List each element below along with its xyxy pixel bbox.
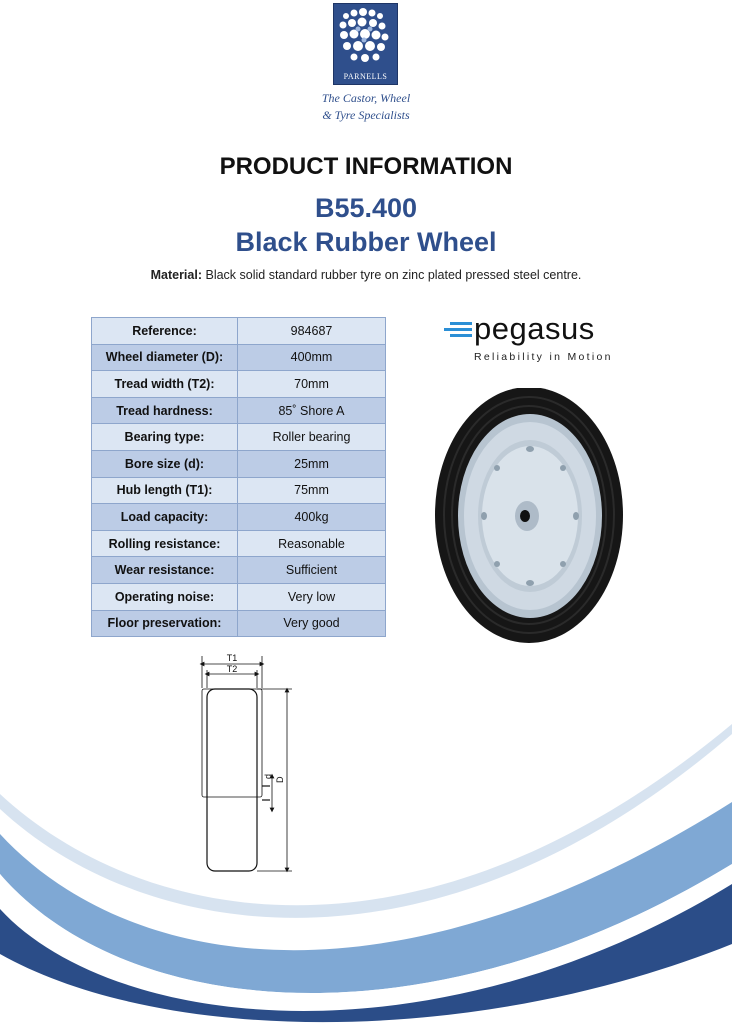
wheel-photo [433, 388, 625, 646]
logo-brand-text: PARNELLS [343, 72, 388, 81]
spec-value: Roller bearing [238, 424, 386, 451]
spec-label: Hub length (T1): [92, 477, 238, 504]
diameter-d-label: D [275, 776, 285, 783]
spec-label: Wheel diameter (D): [92, 344, 238, 371]
spec-row [92, 610, 386, 637]
spec-value: Sufficient [238, 557, 386, 584]
spec-row [92, 318, 386, 345]
spec-label: Floor preservation: [92, 610, 238, 637]
tagline-line1: The Castor, Wheel [321, 91, 411, 105]
product-code: B55.400 [314, 193, 418, 223]
t1-label: T1 [226, 653, 238, 663]
spec-row [92, 504, 386, 531]
spec-row [92, 371, 386, 398]
spec-row [92, 477, 386, 504]
spec-row [92, 424, 386, 451]
t2-label: T2 [226, 664, 238, 674]
spec-label: Bore size (d): [92, 450, 238, 477]
spec-label: Bearing type: [92, 424, 238, 451]
spec-row [92, 557, 386, 584]
spec-label: Reference: [92, 318, 238, 345]
spec-value: Very good [238, 610, 386, 637]
material-text: Black solid standard rubber tyre on zinc plated pressed steel centre. [205, 268, 582, 282]
spec-value: 25mm [238, 450, 386, 477]
spec-value: Very low [238, 583, 386, 610]
spec-label: Operating noise: [92, 583, 238, 610]
bottom-wave-decoration [0, 724, 732, 1024]
product-name: Black Rubber Wheel [235, 227, 497, 257]
page-title: PRODUCT INFORMATION [219, 153, 513, 180]
spec-value: 400mm [238, 344, 386, 371]
parnells-emblem-icon [334, 4, 397, 69]
pegasus-wordmark: pegasus [474, 311, 595, 346]
spec-value: Reasonable [238, 530, 386, 557]
material-label: Material: [150, 268, 202, 282]
spec-row [92, 583, 386, 610]
spec-row [92, 397, 386, 424]
parnells-logo [333, 3, 398, 85]
pegasus-slogan: Reliability in Motion [474, 351, 613, 363]
pegasus-stripes-icon [444, 322, 474, 338]
spec-label: Wear resistance: [92, 557, 238, 584]
bore-d-label: d [263, 773, 273, 779]
tagline-line2: & Tyre Specialists [322, 108, 410, 122]
spec-row [92, 450, 386, 477]
spec-value: 75mm [238, 477, 386, 504]
pegasus-logo [444, 311, 624, 371]
spec-value: 984687 [238, 318, 386, 345]
spec-value: 85˚ Shore A [238, 397, 386, 424]
spec-label: Tread hardness: [92, 397, 238, 424]
spec-value: 70mm [238, 371, 386, 398]
spec-row [92, 530, 386, 557]
spec-table [91, 317, 386, 637]
spec-label: Tread width (T2): [92, 371, 238, 398]
spec-label: Rolling resistance: [92, 530, 238, 557]
spec-label: Load capacity: [92, 504, 238, 531]
spec-value: 400kg [238, 504, 386, 531]
spec-row [92, 344, 386, 371]
material-line [0, 268, 732, 282]
